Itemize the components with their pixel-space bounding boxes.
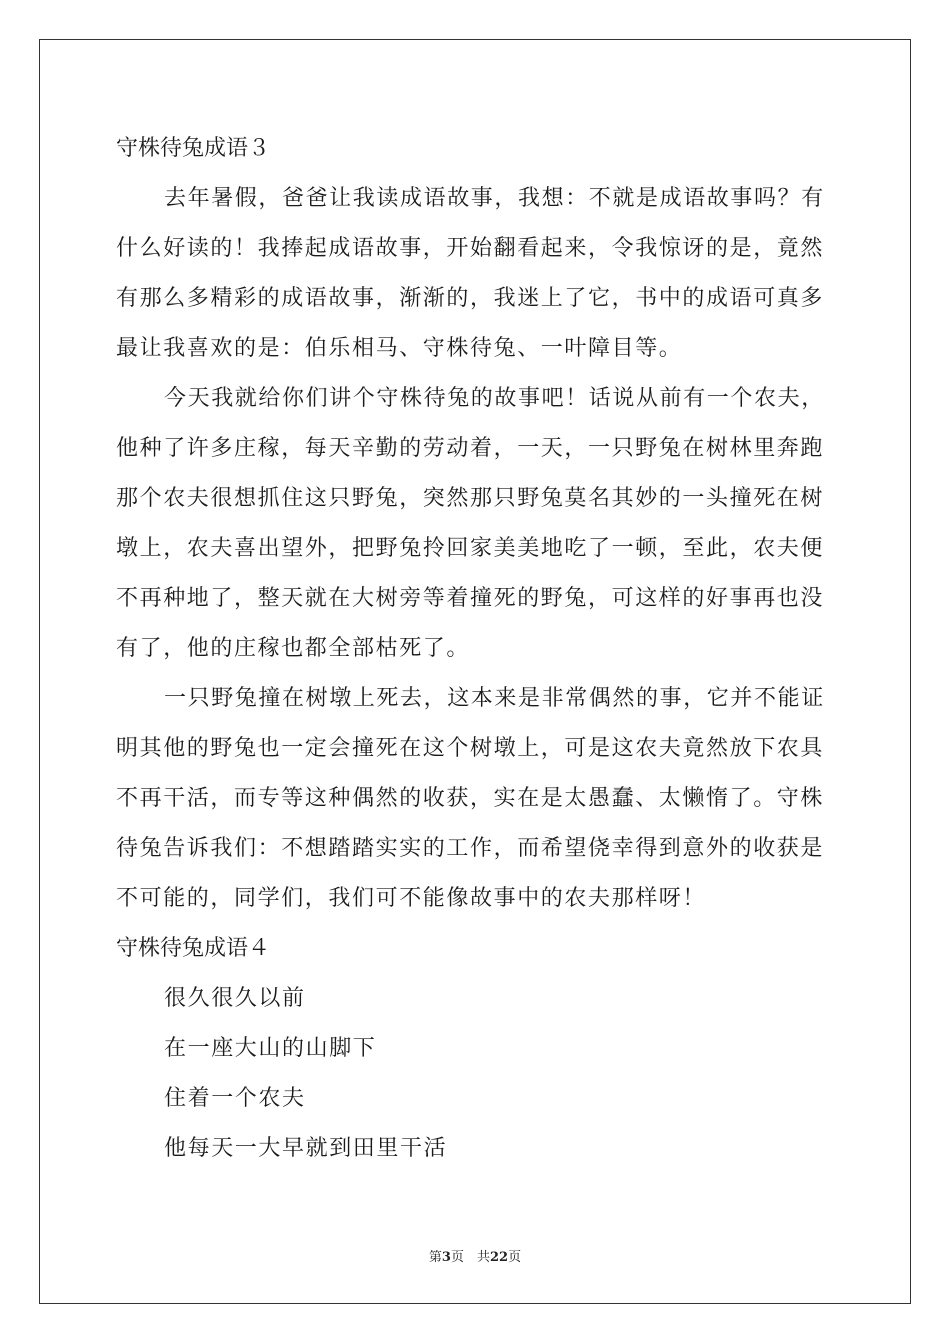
text-line: 明其他的野兔也一定会撞死在这个树墩上，可是这农夫竟然放下农具	[116, 736, 825, 761]
text-line: 他种了许多庄稼，每天辛勤的劳动着，一天，一只野兔在树林里奔跑	[116, 436, 825, 461]
paragraph	[116, 374, 836, 674]
text-line: 什么好读的！我捧起成语故事，开始翻看起来，令我惊讶的是，竟然	[116, 236, 825, 261]
text-line: 墩上，农夫喜出望外，把野兔拎回家美美地吃了一顿，至此，农夫便	[116, 536, 825, 561]
text-line: 那个农夫很想抓住这只野兔，突然那只野兔莫名其妙的一头撞死在树	[116, 486, 825, 511]
text-line: 不再干活，而专等这种偶然的收获，实在是太愚蠢、太懒惰了。守株	[116, 786, 825, 811]
footer-prefix: 第	[428, 1250, 442, 1265]
text-line: 待兔告诉我们：不想踏踏实实的工作，而希望侥幸得到意外的收获是	[116, 836, 825, 861]
text-line: 一只野兔撞在树墩上死去，这本来是非常偶然的事，它并不能证	[164, 686, 825, 711]
text-line: 不再种地了，整天就在大树旁等着撞死的野兔，可这样的好事再也没	[116, 586, 825, 611]
total-page-count: 22	[489, 1250, 509, 1265]
poem-line: 他每天一大早就到田里干活	[164, 1136, 448, 1161]
text-line: 最让我喜欢的是：伯乐相马、守株待兔、一叶障目等。	[116, 336, 683, 361]
text-line: 有了，他的庄稼也都全部枯死了。	[116, 636, 471, 661]
text-line: 去年暑假，爸爸让我读成语故事，我想：不就是成语故事吗？有	[164, 186, 825, 211]
footer-middle: 页 共	[450, 1250, 490, 1265]
text-line: 今天我就给你们讲个守株待兔的故事吧！话说从前有一个农夫，	[164, 386, 825, 411]
section-heading-4: 守株待兔成语４	[116, 936, 271, 961]
text-line: 有那么多精彩的成语故事，渐渐的，我迷上了它，书中的成语可真多	[116, 286, 825, 311]
paragraph	[116, 174, 836, 374]
paragraph	[116, 674, 836, 924]
poem-line: 在一座大山的山脚下	[164, 1036, 377, 1061]
document-body	[116, 124, 836, 1174]
section-heading-3: 守株待兔成语３	[116, 136, 271, 161]
current-page-number: 3	[441, 1250, 451, 1265]
poem-line: 住着一个农夫	[164, 1086, 306, 1111]
footer-suffix: 页	[508, 1250, 522, 1265]
text-line: 不可能的，同学们，我们可不能像故事中的农夫那样呀！	[116, 886, 707, 911]
page-footer	[0, 1246, 950, 1265]
poem-line: 很久很久以前	[164, 986, 306, 1011]
